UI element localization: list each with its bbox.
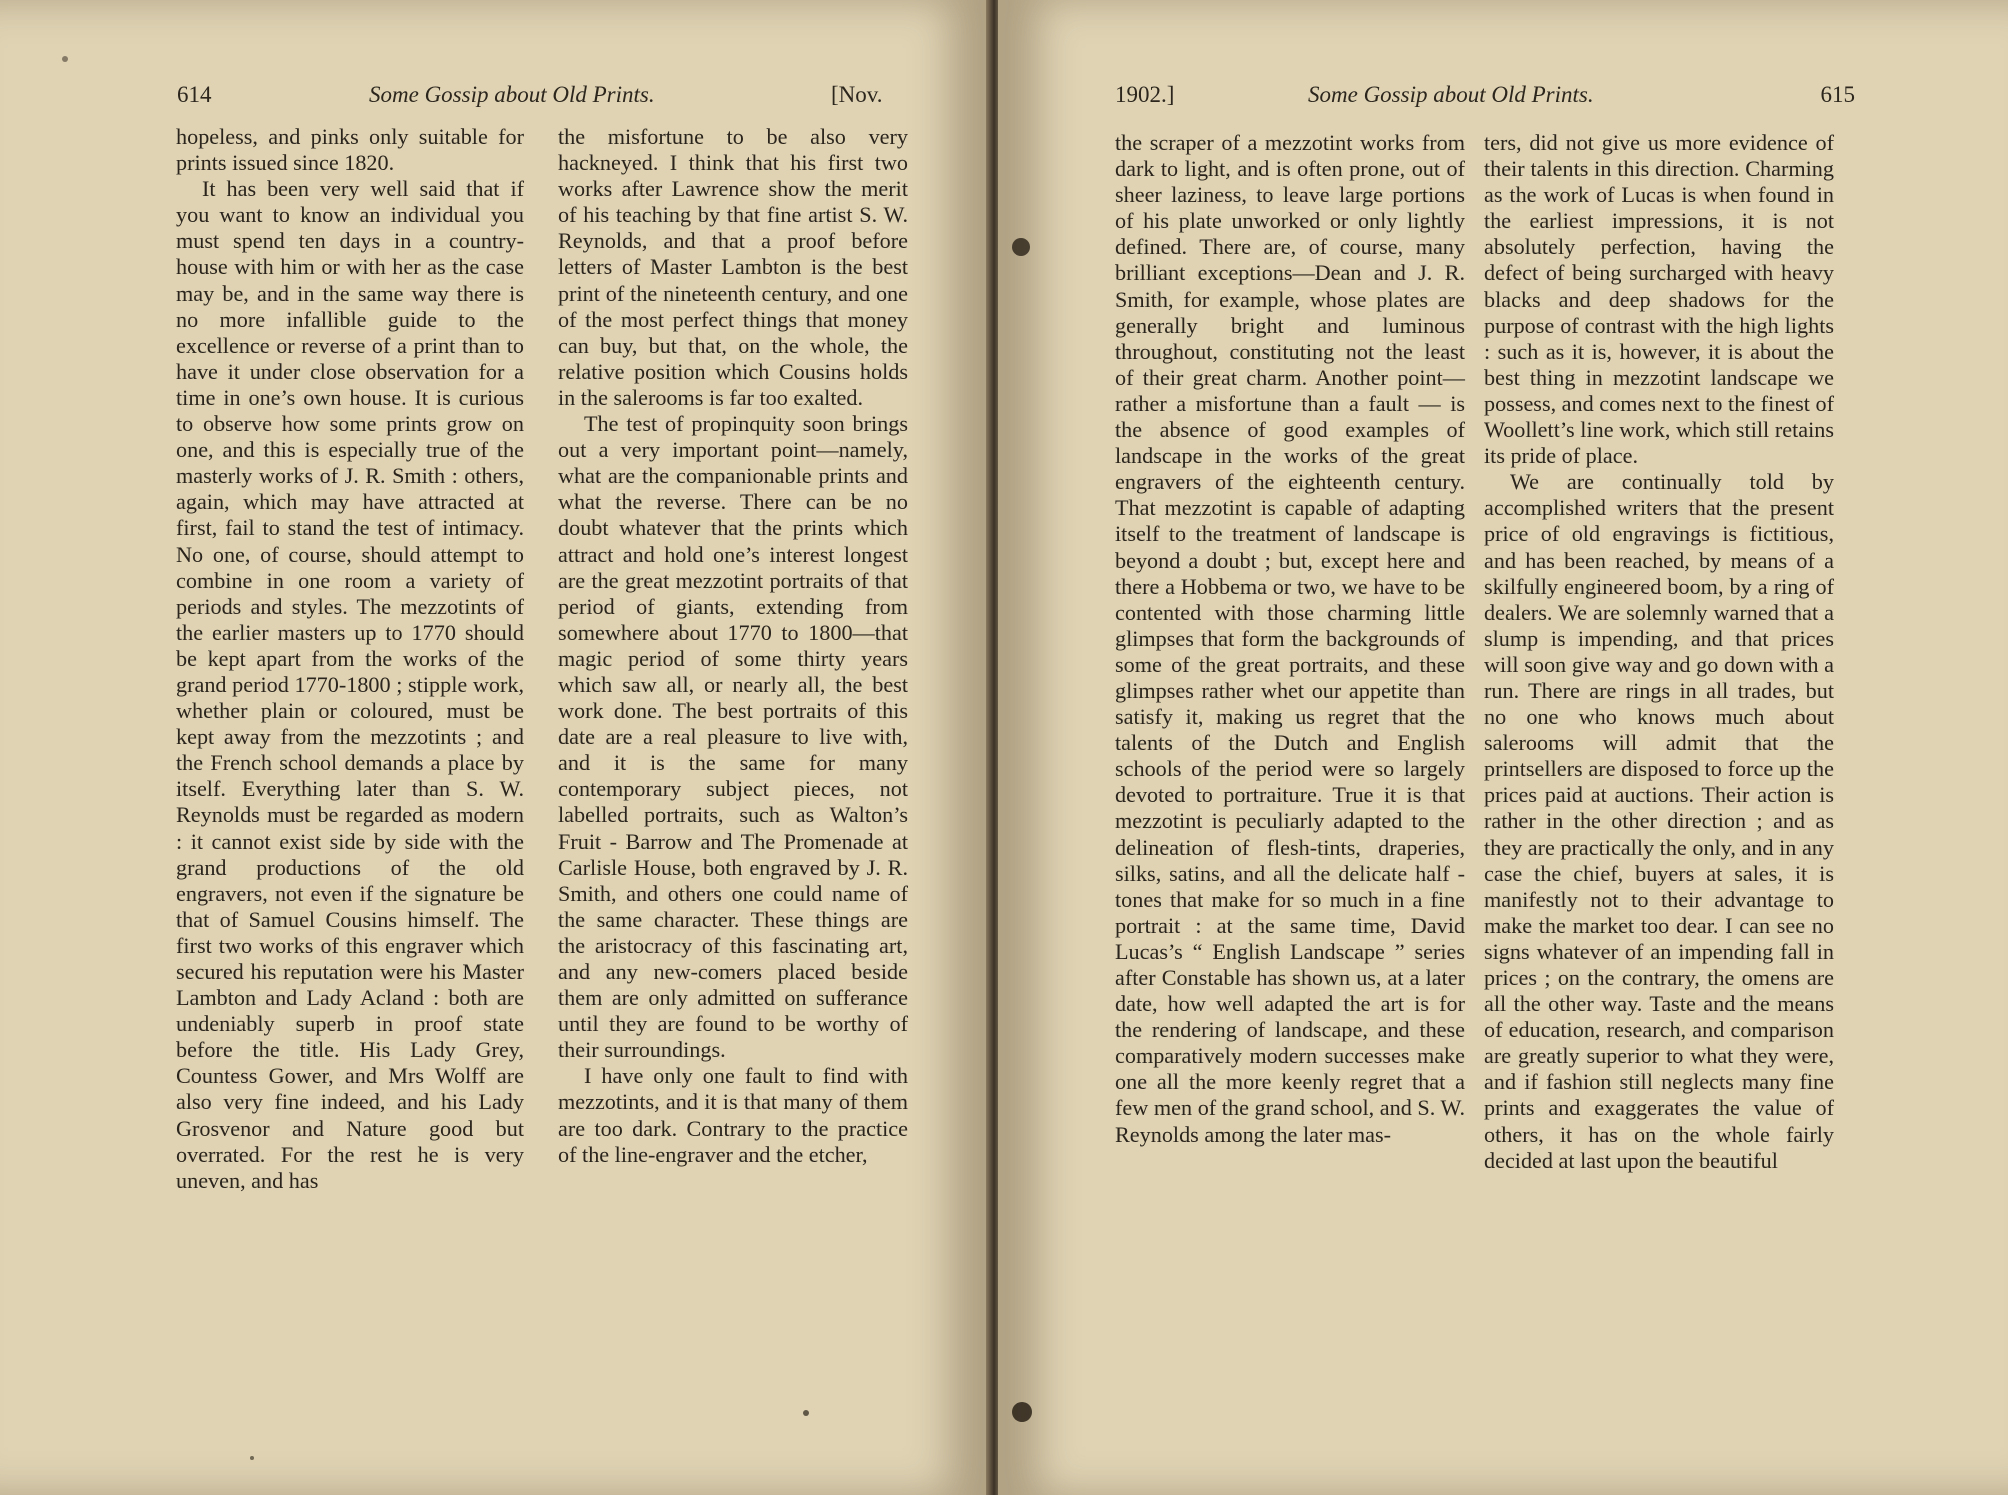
binding-hole: [1012, 1402, 1032, 1422]
paragraph: It has been very well said that if you want to know an individual you must spend ten days in a country-house with him or with her as the case may be, and in the same way there is no more infallible guide to the excellence or reverse of a print than to have it under close observation for a time in one’s own house. It is curious to observe how some prints grow on one, and this is especially true of the masterly works of J. R. Smith : others, again, which may have attracted at first, fail to stand the test of intimacy. No one, of course, should attempt to combine in one room a variety of periods and styles. The mezzotints of the earlier masters up to 1770 should be kept apart from the works of the grand period 1770-1800 ; stipple work, whether plain or coloured, must be kept away from the mezzotints ; and the French school demands a place by itself. Everything later than S. W. Reynolds must be regarded as modern : it cannot exist side by side with the grand productions of the old engravers, not even if the signature be that of Samuel Cousins himself. The first two works of this engraver which secured his reputation were his Master Lambton and Lady Acland : both are undeniably superb in proof state before the title. His Lady Grey, Countess Gower, and Mrs Wolff are also very fine indeed, and his Lady Grosvenor and Nature good but overrated. For the rest he is very uneven, and has: [176, 176, 524, 1193]
running-date: [Nov.: [831, 82, 883, 107]
text-column-2: [558, 124, 908, 1168]
paragraph: We are continually told by accomplished writers that the present price of old engravings is fictitious, and has been reached, by means of a skilfully engineered boom, by a ring of dealers. We are solemnly warned that a slump is impending, and that prices will soon give way and go down with a run. There are rings in all trades, but no one who knows much about salerooms will admit that the printsellers are disposed to force up the prices paid at auctions. Their action is rather in the other direction ; and as they are practically the only, and in any case the chief, buyers at sales, it is manifestly not to their advantage to make the market too dear. I can see no signs whatever of an impending fall in prices ; on the contrary, the omens are all the other way. Taste and the means of education, research, and comparison are greatly superior to what they were, and if fashion still neglects many fine prints and exaggerates the value of others, it has on the whole fairly decided at last upon the beautiful: [1484, 469, 1834, 1173]
running-title: Some Gossip about Old Prints.: [1308, 82, 1594, 107]
running-title: Some Gossip about Old Prints.: [369, 82, 655, 107]
text-column-1: [176, 124, 524, 1194]
left-page: [0, 0, 990, 1495]
ink-speck: [803, 1410, 809, 1416]
paragraph: the misfortune to be also very hackneyed. I think that his first two works after Lawrence show the merit of his teaching by that fine artist S. W. Reynolds, and that a proof before letters of Master Lambton is the best print of the nineteenth century, and one of the most perfect things that money can buy, but that, on the whole, the relative position which Cousins holds in the salerooms is far too exalted.: [558, 124, 908, 410]
right-page: [998, 0, 2008, 1495]
right-running-head: [1115, 78, 1855, 112]
paragraph: ters, did not give us more evidence of their talents in this direction. Charming as the work of Lucas is when found in the earliest impressions, it is not absolutely perfection, having the defect of being surcharged with heavy blacks and deep shadows for the purpose of contrast with the high lights : such as it is, however, it is about the best thing in mezzotint landscape we possess, and comes next to the finest of Woollett’s line work, which still retains its pride of place.: [1484, 130, 1835, 469]
text-column-4: [1484, 130, 1834, 1174]
page-number: 615: [1820, 82, 1855, 107]
running-date: 1902.]: [1115, 82, 1175, 107]
ink-speck: [250, 1456, 254, 1460]
binding-hole: [1012, 238, 1030, 256]
paragraph: I have only one fault to find with mezzotints, and it is that many of them are too dark. Contrary to the practice of the line-engraver and the etcher,: [558, 1063, 908, 1167]
text-column-3: [1115, 130, 1465, 1148]
paragraph: hopeless, and pinks only suitable for prints issued since 1820.: [176, 124, 524, 176]
page-number: 614: [177, 82, 212, 107]
ink-speck: [62, 56, 68, 62]
left-running-head: [177, 78, 897, 112]
paragraph: the scraper of a mezzotint works from dark to light, and is often prone, out of sheer laziness, to leave large portions of his plate unworked or only lightly defined. There are, of course, many brilliant exceptions—Dean and J. R. Smith, for example, whose plates are generally bright and luminous throughout, constituting not the least of their great charm. Another point—rather a misfortune than a fault — is the absence of good examples of landscape in the works of the great engravers of the eighteenth century. That mezzotint is capable of adapting itself to the treatment of landscape is beyond a doubt ; but, except here and there a Hobbema or two, we have to be contented with those charming little glimpses that form the backgrounds of some of the great portraits, and these glimpses rather whet our appetite than satisfy it, making us regret that the talents of the Dutch and English schools of the period were so largely devoted to portraiture. True it is that mezzotint is peculiarly adapted to the delineation of flesh-tints, draperies, silks, satins, and all the delicate half - tones that make for so much in a fine portrait : at the same time, David Lucas’s “ English Landscape ” series after Constable has shown us, at a later date, how well adapted the art is for the rendering of landscape, and these comparatively modern successes make one all the more keenly regret that a few men of the grand school, and S. W. Reynolds among the later mas-: [1115, 130, 1465, 1147]
paragraph: The test of propinquity soon brings out a very important point—namely, what are the companionable prints and what the reverse. There can be no doubt whatever that the prints which attract and hold one’s interest longest are the great mezzotint portraits of that period of giants, extending from somewhere about 1770 to 1800—that magic period of some thirty years which saw all, or nearly all, the best work done. The best portraits of this date are a real pleasure to live with, and it is the same for many contemporary subject pieces, not labelled portraits, such as Walton’s Fruit - Barrow and The Promenade at Carlisle House, both engraved by J. R. Smith, and others one could name of the same character. These things are the aristocracy of this fascinating art, and any new-comers placed beside them are only admitted on sufferance until they are found to be worthy of their surroundings.: [558, 411, 908, 1063]
